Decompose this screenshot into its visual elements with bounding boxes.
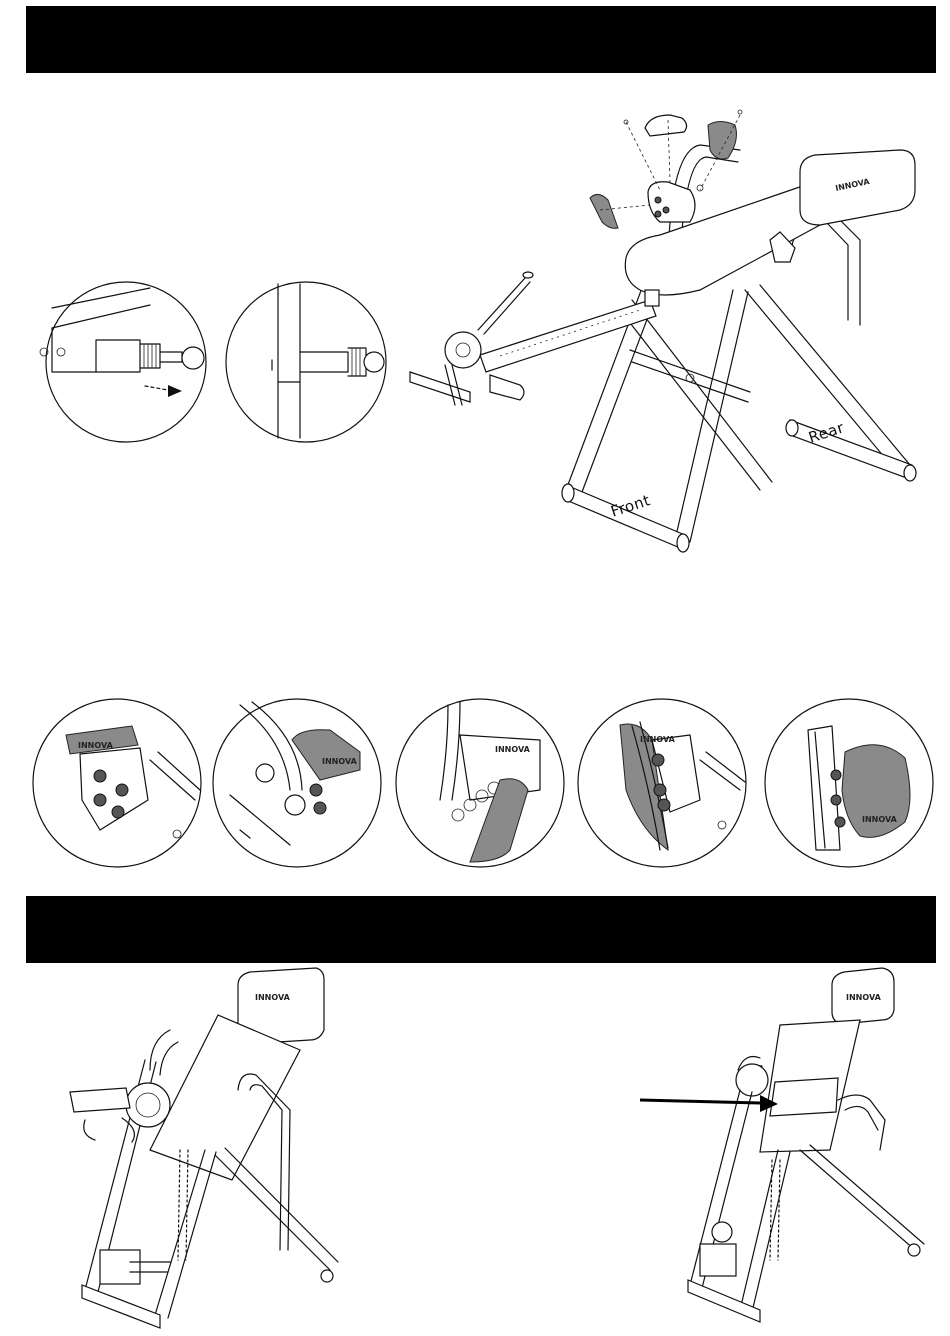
right-headrest-logo: INNOVA (846, 993, 881, 1002)
detail-circle-pin-inserted (226, 282, 386, 442)
detail-circle-step-3 (396, 699, 564, 867)
detail-circle-step-1 (33, 699, 201, 867)
step3-logo: INNOVA (495, 745, 530, 754)
inversion-table-front-view-left (70, 968, 338, 1328)
detail-circle-step-5 (765, 699, 933, 867)
detail-circle-step-4 (578, 699, 746, 867)
detail-circle-step-2 (213, 699, 381, 867)
inversion-table-assembly (410, 110, 916, 552)
inversion-table-front-view-right (640, 968, 924, 1322)
front-label: Front (608, 491, 653, 521)
left-headrest-logo: INNOVA (255, 993, 290, 1002)
step1-logo: INNOVA (78, 741, 113, 750)
step5-logo: INNOVA (862, 815, 897, 824)
rear-label: Rear (806, 418, 847, 447)
step4-logo: INNOVA (640, 735, 675, 744)
arrow-right-icon (640, 1100, 760, 1103)
detail-circle-pin-pull (40, 282, 206, 442)
step2-logo: INNOVA (322, 757, 357, 766)
headrest-logo: INNOVA (834, 176, 871, 194)
